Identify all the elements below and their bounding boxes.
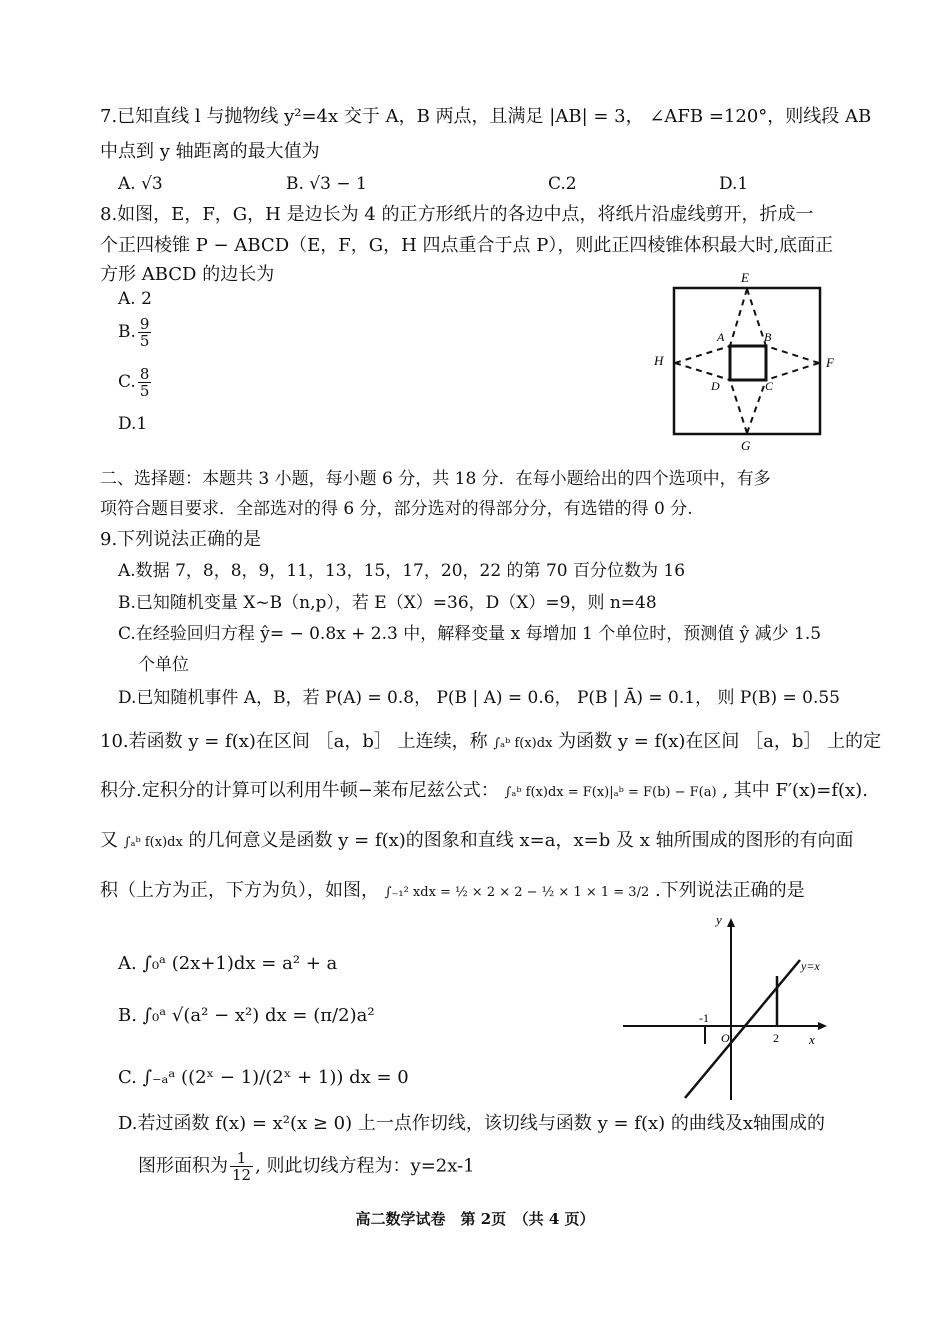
q8-option-c: [118, 366, 153, 399]
q10-option-d-line2-b: , 则此切线方程为：y=2x-1: [255, 1155, 475, 1177]
y-axis-label: y: [716, 912, 722, 927]
q7-option-d: D.1: [719, 174, 749, 194]
q8-option-c-den: 5: [139, 382, 150, 400]
label-f: F: [826, 355, 834, 370]
outer-square: [674, 288, 820, 434]
q10-option-c: C. ∫₋ₐᵃ ((2ˣ − 1)/(2ˣ + 1)) dx = 0: [118, 1067, 409, 1088]
label-h: H: [654, 353, 664, 368]
q10-option-b: B. ∫₀ᵃ √(a² − x²) dx = (π/2)a²: [118, 1005, 375, 1026]
label-b: B: [764, 330, 772, 344]
q10-graph-figure: [615, 908, 840, 1103]
q10-line3-a: 又: [100, 830, 118, 851]
origin-label: O: [721, 1031, 730, 1045]
q10-option-d-num: 1: [230, 1150, 253, 1167]
q9-option-c-line2: 个单位: [138, 655, 189, 675]
page-footer: 高二数学试卷 第 2页 （共 4 页）: [355, 1210, 595, 1228]
q8-option-b-label: B.: [118, 322, 136, 342]
q8-option-b-den: 5: [139, 332, 150, 350]
q7-option-b: B. √3 − 1: [286, 174, 367, 194]
line-y-equals-x: [685, 960, 800, 1098]
q8-option-c-fraction: [138, 366, 152, 399]
q8-option-c-num: 8: [139, 365, 150, 383]
q7-line1: 7.已知直线 l 与抛物线 y²=4x 交于 A，B 两点，且满足 |AB| = 3， ∠AFB =120°，则线段 AB: [100, 106, 872, 127]
q10-option-d-line2-a: 图形面积为: [138, 1155, 228, 1177]
x-axis-label: x: [809, 1032, 815, 1047]
label-e: E: [741, 270, 749, 285]
label-g: G: [741, 438, 751, 453]
q10-line3-b: 的几何意义是函数 y = f(x)的图象和直线 x=a，x=b 及 x 轴所围成的图形的有向面: [188, 830, 854, 851]
section2-line1: 二、选择题：本题共 3 小题，每小题 6 分，共 18 分．在每小题给出的四个选项中，有多: [100, 469, 771, 489]
q10-line1-b: 为函数 y = f(x)在区间 ［a，b］ 上的定: [558, 731, 882, 752]
q8-option-b-fraction: [138, 316, 152, 349]
q10-integral-2: ∫ₐᵇ f(x)dx = F(x)|ₐᵇ = F(b) − F(a): [504, 785, 717, 800]
q8-option-b: [118, 316, 153, 349]
q10-option-d-line2: [138, 1150, 475, 1183]
label-a: A: [717, 330, 725, 344]
two-label: 2: [773, 1031, 779, 1045]
q7-option-c: C.2: [548, 174, 577, 194]
q10-integral-1: ∫ₐᵇ f(x)dx: [493, 736, 553, 751]
q9-option-a: A.数据 7，8，8，9，11，13，15，17，20，22 的第 70 百分位数为 16: [118, 561, 686, 581]
line-label: y=x: [801, 959, 820, 973]
q9-option-c-line1: C.在经验回归方程 ŷ= − 0.8x + 2.3 中，解释变量 x 每增加 1 个单位时，预测值 ŷ 减少 1.5: [118, 624, 822, 644]
neg1-label: -1: [699, 1011, 709, 1025]
q10-line2-a: 积分.定积分的计算可以利用牛顿−莱布尼兹公式：: [100, 780, 499, 801]
q10-option-a: A. ∫₀ᵃ (2x+1)dx = a² + a: [118, 953, 338, 974]
q7-option-a: A. √3: [118, 174, 163, 194]
q7-line2: 中点到 y 轴距离的最大值为: [100, 141, 320, 162]
q10-option-d-fraction: [230, 1150, 253, 1183]
q8-square-figure: [640, 268, 840, 458]
q10-line3: [100, 829, 854, 855]
q9-stem: 9.下列说法正确的是: [100, 529, 262, 550]
q9-option-d: D.已知随机事件 A，B，若 P(A) = 0.8， P(B | A) = 0.6， P(B | Ā) = 0.1， 则 P(B) = 0.55: [118, 688, 840, 708]
q10-line2-b: , 其中 F′(x)=f(x).: [722, 780, 868, 801]
q8-option-c-label: C.: [118, 372, 136, 392]
q8-option-d: D.1: [118, 414, 148, 434]
cut-lines: [675, 289, 819, 433]
q10-line4: [100, 879, 805, 905]
q8-line3: 方形 ABCD 的边长为: [100, 264, 275, 285]
q10-line1-a: 10.若函数 y = f(x)在区间 ［a，b］ 上连续，称: [100, 731, 488, 752]
q10-line1: [100, 730, 881, 756]
label-d: D: [711, 379, 720, 393]
q10-line4-a: 积（上方为正，下方为负），如图，: [100, 880, 379, 901]
q10-option-d-line1: D.若过函数 f(x) = x²(x ≥ 0) 上一点作切线，该切线与函数 y = f(x) 的曲线及x轴围成的: [118, 1113, 826, 1134]
x-axis-arrow: [818, 1022, 827, 1030]
y-axis-arrow: [727, 918, 735, 927]
label-c: C: [765, 379, 774, 393]
q10-line2: [100, 779, 868, 805]
section2-line2: 项符合题目要求．全部选对的得 6 分，部分选对的得部分分，有选错的得 0 分.: [100, 499, 693, 519]
q8-line2: 个正四棱锥 P − ABCD（E，F，G，H 四点重合于点 P），则此正四棱锥体积最大时,底面正: [100, 235, 834, 256]
base-square: [730, 346, 766, 380]
q8-option-b-num: 9: [139, 315, 150, 333]
q8-line1: 8.如图，E，F，G，H 是边长为 4 的正方形纸片的各边中点，将纸片沿虚线剪开，折成一: [100, 204, 814, 225]
q8-option-a: A. 2: [118, 289, 152, 309]
q10-line4-b: .下列说法正确的是: [654, 880, 805, 901]
q10-option-d-den: 12: [232, 1166, 252, 1184]
q10-integral-3: ∫ₐᵇ f(x)dx: [123, 835, 183, 850]
q10-integral-4: ∫₋₁² xdx = ½ × 2 × 2 − ½ × 1 × 1 = 3/2: [384, 885, 650, 900]
q9-option-b: B.已知随机变量 X~B（n,p），若 E（X）=36，D（X）=9，则 n=48: [118, 593, 657, 613]
